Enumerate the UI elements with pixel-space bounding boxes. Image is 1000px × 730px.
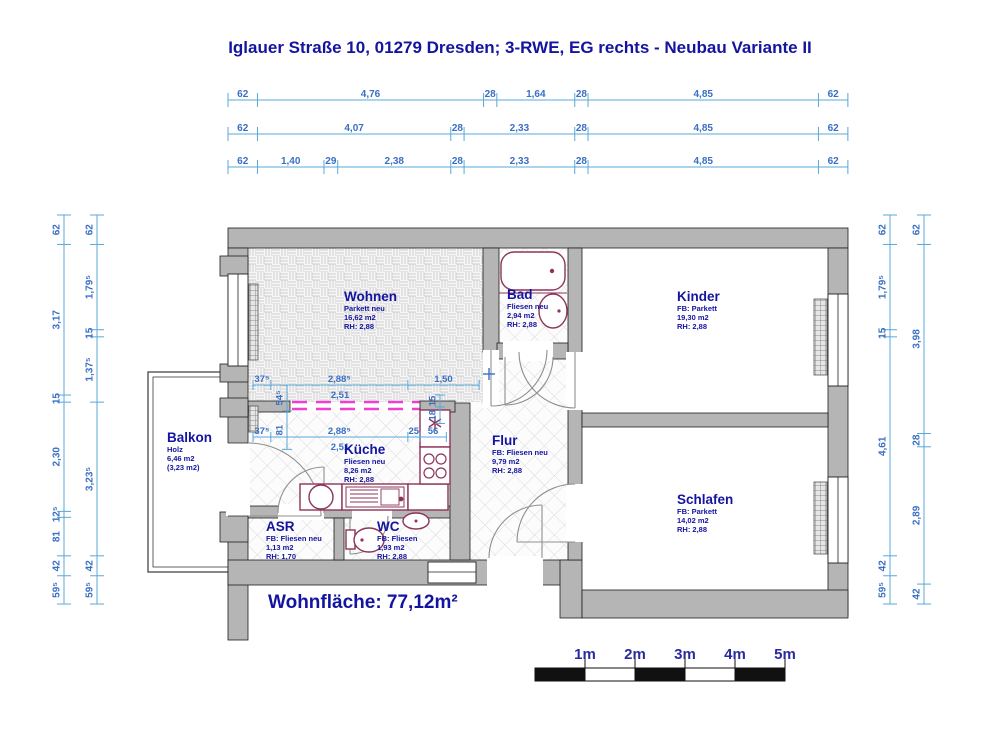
room-height: RH: 2,88 bbox=[344, 322, 375, 331]
svg-text:28: 28 bbox=[575, 123, 587, 134]
room-label-wohnen bbox=[344, 289, 397, 331]
svg-text:37⁵: 37⁵ bbox=[254, 374, 270, 385]
room-area: 9,79 m2 bbox=[492, 457, 520, 466]
room-name: WC bbox=[377, 519, 400, 534]
svg-text:2,51: 2,51 bbox=[330, 442, 350, 453]
bad-door-opening bbox=[503, 341, 553, 361]
kitchen-counter-2 bbox=[408, 484, 448, 510]
room-label-kueche bbox=[344, 442, 385, 484]
kitchen-round-basin bbox=[309, 485, 333, 509]
svg-text:28: 28 bbox=[451, 123, 463, 134]
total-living-area: Wohnfläche: 77,12m² bbox=[268, 592, 458, 613]
page-title: Iglauer Straße 10, 01279 Dresden; 3-RWE, EG rechts - Neubau Variante II bbox=[228, 38, 812, 57]
room-height: RH: 2,88 bbox=[377, 552, 408, 561]
svg-text:62: 62 bbox=[84, 224, 96, 236]
svg-text:2,51: 2,51 bbox=[330, 390, 350, 401]
room-name: ASR bbox=[266, 519, 295, 534]
svg-text:1,79⁵: 1,79⁵ bbox=[84, 274, 96, 300]
svg-text:1,50: 1,50 bbox=[434, 374, 453, 385]
svg-text:28: 28 bbox=[451, 156, 463, 167]
scale-bar-label-1m: 1m bbox=[574, 646, 596, 663]
room-label-balkon bbox=[167, 430, 212, 472]
room-floor-type: FB: Fliesen neu bbox=[266, 534, 322, 543]
room-height: RH: 1,70 bbox=[266, 552, 297, 561]
svg-text:1,79⁵: 1,79⁵ bbox=[877, 274, 889, 300]
svg-text:62: 62 bbox=[827, 89, 839, 100]
svg-text:4,07: 4,07 bbox=[344, 123, 364, 134]
room-area: 14,02 m2 bbox=[677, 516, 709, 525]
svg-text:62: 62 bbox=[911, 224, 923, 236]
room-area: 1,13 m2 bbox=[266, 543, 294, 552]
room-area: 8,26 m2 bbox=[344, 466, 372, 475]
kitchen-faucet bbox=[399, 497, 404, 502]
scale-bar-label-5m: 5m bbox=[774, 646, 796, 663]
room-name: Küche bbox=[344, 442, 386, 457]
svg-text:2,33: 2,33 bbox=[509, 156, 530, 167]
room-floor-type: Parkett neu bbox=[344, 304, 385, 313]
svg-text:3,98: 3,98 bbox=[911, 329, 923, 349]
radiator-schlafen bbox=[814, 482, 827, 554]
svg-text:4,85: 4,85 bbox=[693, 156, 713, 167]
radiator-kinder bbox=[814, 299, 827, 375]
room-area: 1,93 m2 bbox=[377, 543, 405, 552]
room-height: RH: 2,88 bbox=[677, 525, 708, 534]
svg-text:28: 28 bbox=[484, 89, 496, 100]
room-floor-type: FB: Fliesen bbox=[377, 534, 418, 543]
svg-text:15: 15 bbox=[84, 327, 96, 339]
kitchen-stove bbox=[420, 447, 450, 484]
room-floor-type: FB: Fliesen neu bbox=[492, 448, 548, 457]
svg-text:28: 28 bbox=[575, 89, 587, 100]
svg-text:29: 29 bbox=[325, 156, 337, 167]
svg-text:2,30: 2,30 bbox=[51, 447, 63, 467]
svg-text:56: 56 bbox=[427, 426, 439, 437]
room-label-bad bbox=[507, 287, 548, 329]
svg-text:37⁵: 37⁵ bbox=[254, 426, 270, 437]
room-label-kinder bbox=[677, 289, 720, 331]
svg-text:3,17: 3,17 bbox=[51, 310, 63, 330]
scale-bar-label-2m: 2m bbox=[624, 646, 646, 663]
svg-text:2,88⁵: 2,88⁵ bbox=[327, 374, 351, 385]
room-area: 2,94 m2 bbox=[507, 311, 535, 320]
svg-text:54⁵: 54⁵ bbox=[274, 390, 286, 406]
svg-text:42: 42 bbox=[911, 588, 923, 600]
svg-text:42: 42 bbox=[84, 560, 96, 572]
room-name: Schlafen bbox=[677, 492, 734, 507]
svg-text:42: 42 bbox=[51, 560, 63, 572]
bathtub-drain bbox=[550, 269, 554, 273]
svg-text:81: 81 bbox=[274, 424, 286, 436]
svg-text:4,85: 4,85 bbox=[693, 123, 713, 134]
svg-text:62: 62 bbox=[51, 224, 63, 236]
svg-text:4,85: 4,85 bbox=[693, 89, 713, 100]
room-height: RH: 2,88 bbox=[492, 466, 523, 475]
room-floor-type: FB: Parkett bbox=[677, 507, 718, 516]
room-height: RH: 2,88 bbox=[344, 475, 375, 484]
schlafen-door-opening bbox=[566, 484, 584, 542]
room-floor-type: Fliesen neu bbox=[507, 302, 549, 311]
bathtub bbox=[501, 252, 565, 290]
entrance-door-opening bbox=[487, 556, 543, 588]
room-height: RH: 2,88 bbox=[507, 320, 538, 329]
room-name: Wohnen bbox=[344, 289, 397, 304]
scale-bar-label-4m: 4m bbox=[724, 646, 746, 663]
svg-text:3,23⁵: 3,23⁵ bbox=[84, 466, 96, 492]
room-label-flur bbox=[492, 433, 548, 475]
room-label-asr bbox=[266, 519, 322, 561]
room-floor-type: Fliesen neu bbox=[344, 457, 386, 466]
room-name: Balkon bbox=[167, 430, 213, 445]
svg-text:62: 62 bbox=[827, 156, 839, 167]
svg-text:1,37⁵: 1,37⁵ bbox=[84, 357, 96, 382]
svg-text:28: 28 bbox=[575, 156, 587, 167]
balcony-door-opening bbox=[226, 443, 250, 516]
room-name: Kinder bbox=[677, 289, 720, 304]
scale-bar bbox=[535, 656, 785, 681]
svg-text:62: 62 bbox=[237, 89, 249, 100]
svg-text:42: 42 bbox=[877, 560, 889, 572]
svg-text:12⁵: 12⁵ bbox=[51, 506, 63, 523]
room-floor-type: Holz bbox=[167, 445, 183, 454]
svg-text:28: 28 bbox=[911, 434, 923, 446]
removed-wall-dashed-lines bbox=[292, 402, 420, 409]
room-label-wc bbox=[377, 519, 417, 561]
svg-text:62: 62 bbox=[877, 224, 889, 236]
room-height: RH: 2,88 bbox=[677, 322, 708, 331]
radiator-wohnen bbox=[249, 284, 258, 360]
svg-text:4,61: 4,61 bbox=[877, 436, 889, 457]
svg-text:25: 25 bbox=[408, 426, 420, 437]
wc-window bbox=[428, 562, 476, 583]
svg-text:15: 15 bbox=[427, 395, 439, 407]
room-area: 16,62 m2 bbox=[344, 313, 376, 322]
svg-text:15: 15 bbox=[877, 327, 889, 339]
svg-text:59⁵: 59⁵ bbox=[51, 581, 63, 598]
svg-text:1,64: 1,64 bbox=[526, 89, 546, 100]
room-area: 6,46 m2 bbox=[167, 454, 195, 463]
room-name: Bad bbox=[507, 287, 533, 302]
svg-text:4,76: 4,76 bbox=[360, 89, 381, 100]
room-area: 19,30 m2 bbox=[677, 313, 709, 322]
svg-text:1,40: 1,40 bbox=[280, 156, 301, 167]
svg-text:59⁵: 59⁵ bbox=[877, 581, 889, 598]
scale-bar-label-3m: 3m bbox=[674, 646, 696, 663]
room-label-schlafen bbox=[677, 492, 733, 534]
svg-text:81: 81 bbox=[51, 531, 63, 543]
room-floor-type: FB: Parkett bbox=[677, 304, 718, 313]
svg-text:62: 62 bbox=[827, 123, 839, 134]
svg-text:2,89: 2,89 bbox=[911, 505, 923, 526]
svg-text:59⁵: 59⁵ bbox=[84, 581, 96, 598]
svg-text:18: 18 bbox=[427, 409, 439, 421]
svg-text:2,33: 2,33 bbox=[509, 123, 530, 134]
room-name: Flur bbox=[492, 433, 518, 448]
svg-text:62: 62 bbox=[237, 123, 249, 134]
svg-text:2,88⁵: 2,88⁵ bbox=[327, 426, 351, 437]
svg-text:15: 15 bbox=[51, 393, 63, 405]
svg-text:2,38: 2,38 bbox=[384, 156, 404, 167]
room-area-half: (3,23 m2) bbox=[167, 463, 200, 472]
svg-text:62: 62 bbox=[237, 156, 249, 167]
